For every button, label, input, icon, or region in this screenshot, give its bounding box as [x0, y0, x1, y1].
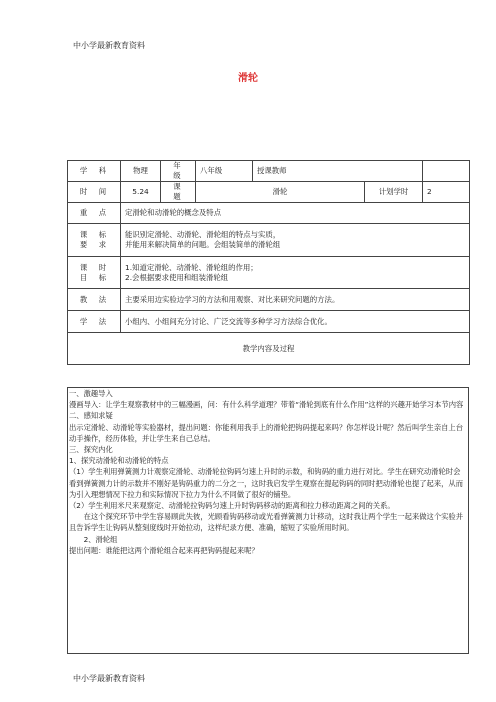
objectives-label-line2: 目 标 — [79, 272, 109, 282]
objective-1: 1.知道定滑轮、动滑轮、滑轮组的作用； — [125, 262, 258, 272]
grade-value: 八年级 — [196, 161, 253, 182]
grade-label: 年 级 — [161, 161, 196, 182]
page-footer: 中小学最新教育资料 — [73, 674, 145, 683]
row-time — [68, 182, 470, 203]
standard-label-line2: 要 求 — [79, 240, 109, 249]
row-learning-method — [68, 311, 470, 333]
row-subject — [68, 161, 470, 182]
row-content-heading — [68, 333, 470, 365]
row-teaching-method — [68, 289, 470, 311]
subject-value: 物理 — [121, 161, 161, 182]
lesson-info-table — [67, 160, 470, 365]
section-intro-heading: 一、激趣导入 — [69, 389, 113, 398]
teaching-method-value: 主要采用边实验边学习的方法和用观察、对比来研究问题的方法。 — [121, 289, 470, 311]
section-explore-heading: 三、探究内化 — [69, 445, 113, 455]
page-header: 中小学最新教育资料 — [73, 41, 145, 50]
key-point-label: 重 点 — [68, 203, 121, 224]
teacher-label: 授课教师 — [253, 161, 423, 182]
section-perception-text: 出示定滑轮、动滑轮等实验器材，提出问题：你能利用我手上的滑轮把钩码提起来吗？你怎样设计呢？然后叫学生亲自上台动手操作，经历体验，并让学生来自己总结。 — [69, 422, 464, 443]
explore-step-1: （1）学生利用弹簧测力计观察定滑轮、动滑轮拉钩码匀速上升时的示数，和钩码的重力进行对比。学生在研究动滑轮时会看到弹簧测力计的示数并不刚好是钩码重力的二分之一，这时我启发学生观察在提起钩码的同时把动滑轮也提了起来，从而为引入理想情况下拉力和实际情况下拉力为什么不同做了很好的铺垫。 — [69, 467, 464, 499]
explore-note: 在这个探究环节中学生容易顾此失彼，光顾看钩码移动或光看弹簧测力计移动，这时我让两个学生一起来做这个实验并且告诉学生让钩码从整刻度线时开始拉动，这样纪录方便、准确，缩短了实验所用时间。 — [69, 512, 464, 533]
objectives-label — [68, 257, 121, 289]
hours-label: 计划学时 — [365, 182, 423, 203]
standard-value — [121, 224, 470, 257]
teacher-value — [423, 161, 470, 182]
hours-value: 2 — [423, 182, 470, 203]
subsection-pulley-heading: 1、探究动滑轮和动滑轮的特点 — [69, 456, 169, 466]
time-value: 5.24 — [121, 182, 161, 203]
lesson-title: 滑轮 — [238, 73, 258, 84]
key-point-value: 定滑轮和动滑轮的概念及特点 — [121, 203, 470, 224]
learning-method-value: 小组内、小组间充分讨论、广泛交流等多种学习方法综合优化。 — [121, 311, 470, 333]
standard-label-line1: 课 标 — [79, 230, 109, 239]
section-perception-heading: 二、感知求疑 — [69, 411, 113, 421]
teaching-content — [69, 388, 465, 556]
topic-value: 滑轮 — [196, 182, 365, 203]
topic-label: 课 题 — [161, 182, 196, 203]
row-objectives — [68, 257, 470, 289]
subsection-pulley-block-heading: 2、滑轮组 — [83, 534, 118, 544]
row-standard — [68, 224, 470, 257]
learning-method-label: 学 法 — [68, 311, 121, 333]
row-key-point — [68, 203, 470, 224]
objectives-value — [121, 257, 470, 289]
objective-2: 2.会根据要求使用和组装滑轮组 — [125, 272, 229, 282]
standard-label — [68, 224, 121, 257]
time-label: 时 间 — [68, 182, 121, 203]
objectives-label-line1: 课 时 — [79, 262, 109, 272]
section-intro-text: 漫画导入：让学生观察教材中的三幅漫画，问：有什么科学道理？带着“滑轮到底有什么作用”这样的兴趣开始学习本节内容 — [69, 400, 464, 410]
explore-step-2: （2）学生利用米尺来观察定、动滑轮拉钩码匀速上升时钩码移动的距离和拉力移动距离之间的关系。 — [69, 501, 395, 511]
subject-label: 学 科 — [68, 161, 121, 182]
content-heading: 教学内容及过程 — [68, 333, 470, 365]
pulley-block-question: 提出问题：谁能把这两个滑轮组合起来再把钩码提起来呢？ — [69, 545, 259, 555]
standard-line2: 并能用来解决简单的问题。会组装简单的滑轮组 — [125, 240, 281, 249]
teaching-method-label: 教 法 — [68, 289, 121, 311]
standard-line1: 能识别定滑轮、动滑轮、滑轮组的特点与实质， — [125, 230, 281, 239]
